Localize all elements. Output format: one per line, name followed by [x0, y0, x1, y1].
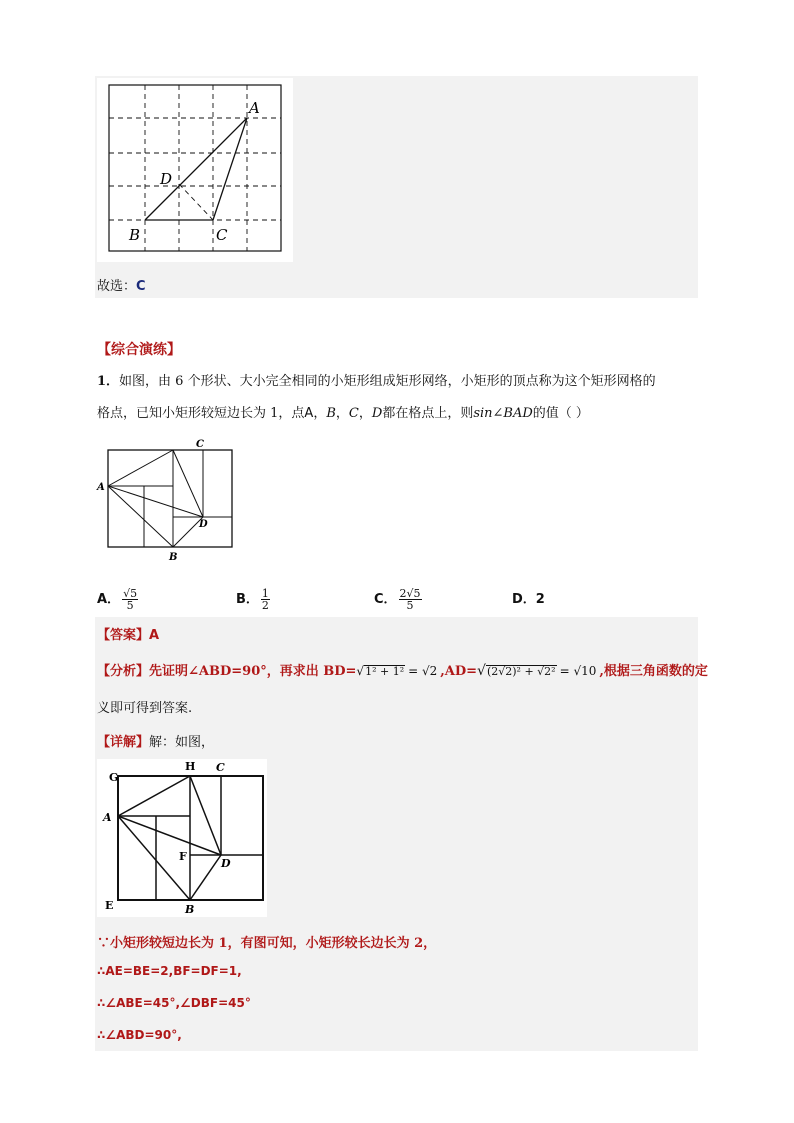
question-line-2: [97, 402, 589, 421]
d-label-h: H: [185, 760, 196, 773]
answer-line: [97, 624, 159, 643]
point-d-text: D: [371, 406, 383, 421]
d-label-a: A: [103, 811, 112, 824]
section-title: 【综合演练】: [97, 342, 181, 358]
analysis-eq-1: = √2: [408, 664, 438, 678]
option-b[interactable]: [236, 588, 272, 611]
option-b-num: 1: [261, 587, 269, 600]
answer-value: A: [149, 628, 160, 643]
option-c-den: 5: [406, 599, 414, 612]
analysis-text-3: ,根据三角函数的定: [599, 664, 708, 679]
option-c-letter: C．: [374, 592, 397, 607]
question-number: 1．: [97, 374, 120, 389]
sep-1: ，: [313, 406, 327, 421]
detail-step-3: ∴∠ABE=45°,∠DBF=45°: [97, 996, 251, 1010]
option-d[interactable]: [512, 588, 545, 607]
point-label-d: D: [160, 170, 173, 188]
d-label-f: F: [179, 850, 187, 863]
detail-line: [97, 731, 214, 750]
point-label-b: B: [129, 226, 141, 244]
answer-tag: 【答案】: [97, 628, 150, 643]
q-label-c: C: [196, 439, 204, 450]
analysis-text-1: 先证明∠ABD=90°，再求出 BD=: [149, 664, 357, 679]
option-a-den: 5: [126, 599, 134, 612]
point-b-text: B: [326, 406, 336, 421]
d-label-g: G: [109, 771, 119, 784]
d-label-e: E: [105, 899, 114, 912]
detail-step-4: ∴∠ABD=90°,: [97, 1028, 182, 1042]
sep-3: ，: [358, 406, 372, 421]
option-b-den: 2: [261, 599, 269, 612]
question-text-1: 如图，由 6 个形状、大小完全相同的小矩形组成矩形网络，小矩形的顶点称为这个矩形网格的: [119, 374, 656, 389]
option-d-letter: D．: [512, 592, 536, 607]
sin-expression: sin∠BAD: [473, 406, 533, 421]
option-c-num: 2√5: [399, 587, 421, 600]
q-label-b: B: [169, 552, 178, 563]
point-a-text: A: [304, 406, 314, 421]
option-a[interactable]: [97, 588, 140, 611]
detail-step-1: ∵小矩形较短边长为 1，有图可知，小矩形较长边长为 2，: [97, 936, 437, 951]
option-b-letter: B．: [236, 592, 259, 607]
q-label-d: D: [199, 519, 208, 530]
option-a-num: √5: [123, 587, 138, 600]
sep-2: ，: [335, 406, 349, 421]
previous-figure: [97, 78, 293, 262]
option-d-value: 2: [535, 592, 545, 607]
d-label-c: C: [216, 761, 225, 774]
analysis-radical-2: (2√2)² + √2²: [486, 665, 556, 678]
option-a-letter: A．: [97, 592, 121, 607]
point-label-a: A: [249, 99, 260, 117]
detail-step-2: ∴AE=BE=2,BF=DF=1,: [97, 964, 242, 978]
choice-value: C: [136, 279, 146, 294]
question-figure: [95, 435, 245, 565]
detail-intro: 解：如图，: [149, 735, 215, 750]
choice-line: [97, 275, 146, 294]
q-label-a: A: [97, 482, 105, 493]
analysis-text-4: 义即可得到答案.: [97, 701, 193, 716]
analysis-line-2: [97, 697, 192, 716]
question-text-3: 都在格点上，则: [382, 406, 474, 421]
detail-tag: 【详解】: [97, 735, 150, 750]
d-label-b: B: [185, 903, 195, 916]
analysis-line-1: 【分析】先证明∠ABD=90°，再求出 BD=√1² + 1² = √2 ,AD=√(2√2)² + √2² = √10 ,根据三角函数的定: [97, 663, 708, 679]
analysis-tag: 【分析】: [97, 664, 150, 679]
question-text-4: 的值（ ）: [532, 406, 589, 421]
analysis-radical-1: 1² + 1²: [365, 665, 405, 678]
analysis-text-2: ,AD=: [440, 664, 478, 679]
choice-label: 故选：: [97, 279, 137, 294]
point-c-text: C: [348, 406, 359, 421]
point-label-c: C: [216, 226, 228, 244]
analysis-eq-2: = √10: [559, 664, 597, 678]
question-line-1: [97, 370, 656, 389]
d-label-d: D: [221, 857, 231, 870]
option-c[interactable]: [374, 588, 424, 611]
question-text-2: 格点，已知小矩形较短边长为 1，点: [97, 406, 305, 421]
detail-figure: [97, 759, 267, 917]
